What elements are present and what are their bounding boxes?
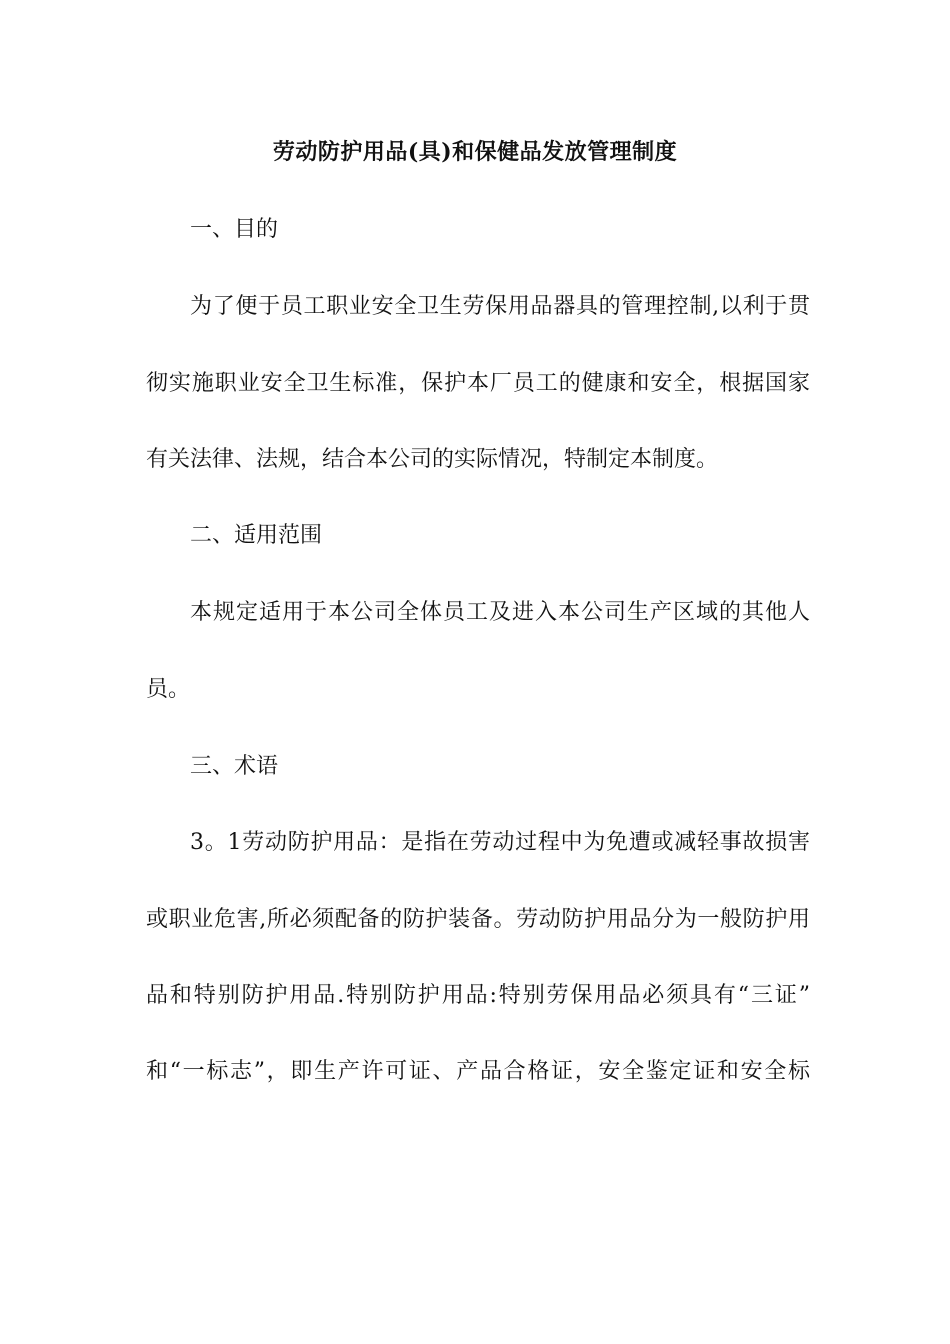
section-heading-purpose: 一、目的 [190, 217, 279, 242]
paragraph-line: 有关法律、法规，结合本公司的实际情况，特制定本制度。 [146, 447, 719, 472]
section-heading-terms: 三、术语 [190, 754, 279, 779]
paragraph-line: 品和特别防护用品.特别防护用品:特别劳保用品必须具有“三证” [146, 983, 810, 1008]
paragraph-line: 或职业危害,所必须配备的防护装备。劳动防护用品分为一般防护用 [146, 907, 810, 932]
paragraph-line: 为了便于员工职业安全卫生劳保用品器具的管理控制,以利于贯 [190, 294, 810, 319]
section-heading-scope: 二、适用范围 [190, 523, 323, 548]
paragraph-line: 和“一标志”，即生产许可证、产品合格证，安全鉴定证和安全标 [146, 1059, 810, 1084]
paragraph-line: 本规定适用于本公司全体员工及进入本公司生产区域的其他人 [190, 600, 810, 625]
paragraph-line: 3。1劳动防护用品：是指在劳动过程中为免遭或减轻事故损害 [190, 830, 810, 855]
paragraph-line: 彻实施职业安全卫生标准，保护本厂员工的健康和安全，根据国家 [146, 371, 810, 396]
page-title: 劳动防护用品(具)和保健品发放管理制度 [272, 139, 678, 165]
paragraph-line: 员。 [146, 677, 191, 702]
